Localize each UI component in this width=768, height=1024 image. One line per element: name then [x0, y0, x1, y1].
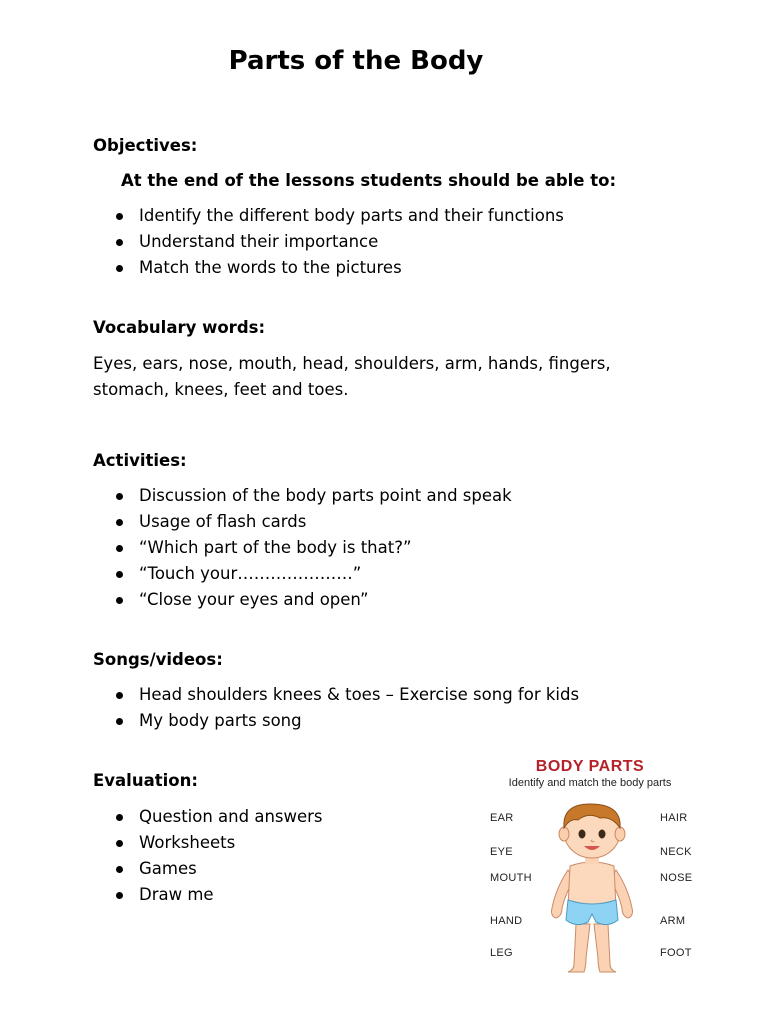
worksheet-subtitle: Identify and match the body parts [508, 777, 672, 789]
list-item: “Which part of the body is that?” [93, 535, 512, 561]
list-item: Question and answers [93, 804, 323, 830]
evaluation-list [93, 804, 323, 908]
worksheet-label-eye: EYE [490, 846, 513, 858]
list-item: Draw me [93, 882, 323, 908]
list-item: Identify the different body parts and their functions [93, 203, 564, 229]
list-item: “Touch your…………………” [93, 561, 512, 587]
worksheet-label-nose: NOSE [660, 872, 693, 884]
objectives-heading: Objectives: [93, 136, 198, 155]
activities-heading: Activities: [93, 451, 187, 470]
songs-heading: Songs/videos: [93, 650, 223, 669]
worksheet-title: BODY PARTS [535, 758, 645, 775]
vocabulary-heading: Vocabulary words: [93, 318, 266, 337]
list-item: Understand their importance [93, 229, 564, 255]
objectives-list [93, 203, 564, 281]
objectives-intro: At the end of the lessons students should be able to: [121, 171, 617, 190]
worksheet-label-mouth: MOUTH [490, 872, 532, 884]
vocabulary-line-2: stomach, knees, feet and toes. [93, 380, 349, 399]
list-item: Discussion of the body parts point and speak [93, 483, 512, 509]
list-item: “Close your eyes and open” [93, 587, 512, 613]
songs-list [93, 682, 579, 734]
evaluation-heading: Evaluation: [93, 771, 198, 790]
worksheet-label-foot: FOOT [660, 947, 692, 959]
list-item: Worksheets [93, 830, 323, 856]
worksheet-label-arm: ARM [660, 915, 686, 927]
list-item: Games [93, 856, 323, 882]
child-body-illustration [532, 796, 652, 978]
list-item: My body parts song [93, 708, 579, 734]
worksheet-label-ear: EAR [490, 812, 514, 824]
list-item: Head shoulders knees & toes – Exercise song for kids [93, 682, 579, 708]
vocabulary-line-1: Eyes, ears, nose, mouth, head, shoulders, arm, hands, fingers, [93, 354, 611, 373]
activities-list [93, 483, 512, 613]
worksheet-label-hair: HAIR [660, 812, 688, 824]
worksheet-label-neck: NECK [660, 846, 692, 858]
page-title: Parts of the Body [228, 46, 484, 76]
list-item: Match the words to the pictures [93, 255, 564, 281]
worksheet-label-leg: LEG [490, 947, 513, 959]
worksheet-label-hand: HAND [490, 915, 523, 927]
body-parts-worksheet [474, 752, 706, 982]
list-item: Usage of flash cards [93, 509, 512, 535]
